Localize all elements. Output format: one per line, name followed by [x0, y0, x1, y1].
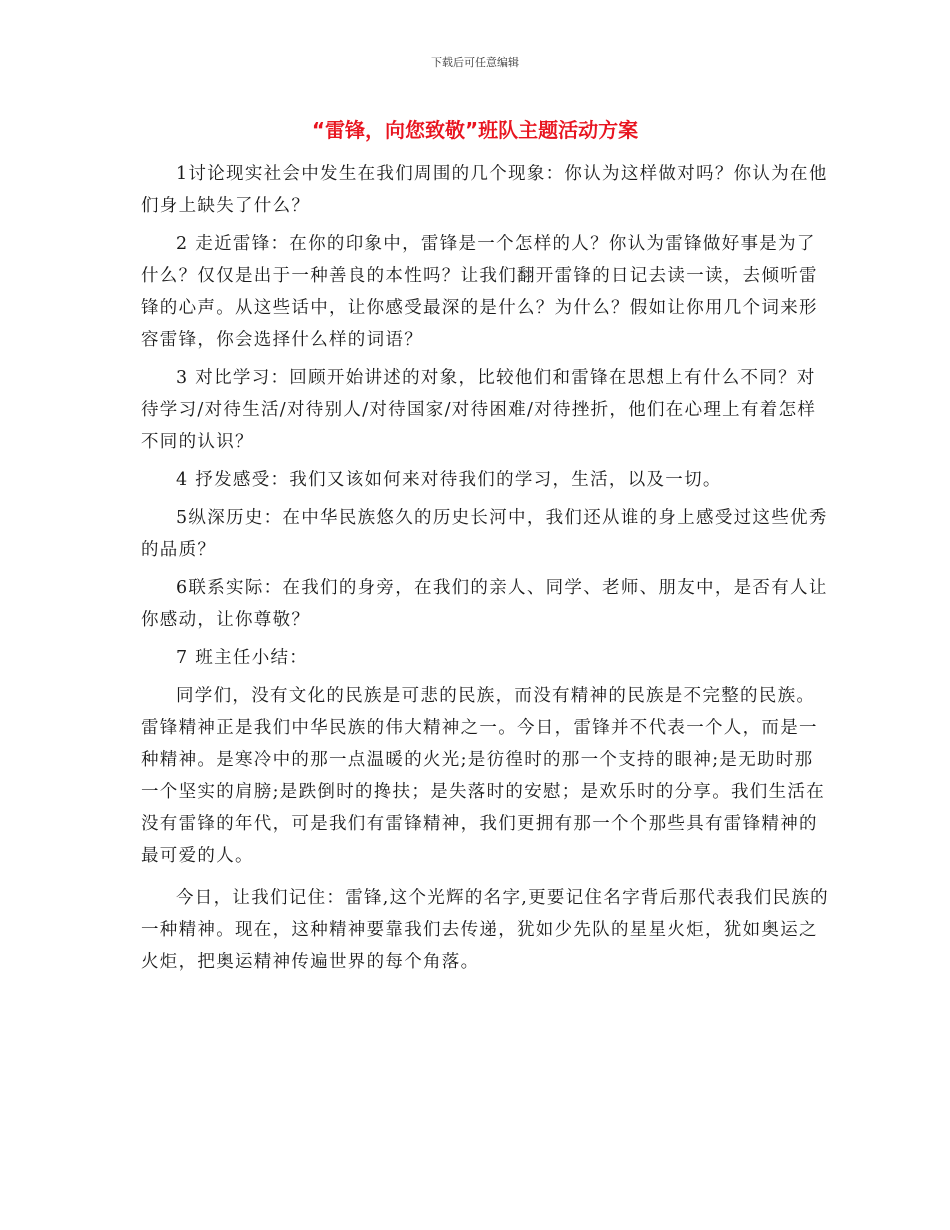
paragraph-4: 4 抒发感受：我们又该如何来对待我们的学习，生活，以及一切。: [176, 470, 722, 490]
paragraph-6: 6联系实际：在我们的身旁，在我们的亲人、同学、老师、朋友中，是否有人让你感动，让你尊敬？: [141, 578, 828, 630]
paragraph-closing: 今日，让我们记住：雷锋,这个光辉的名字,更要记住名字背后那代表我们民族的一种精神。现在，这种精神要靠我们去传递，犹如少先队的星星火炬，犹如奥运之火炬，把奥运精神传遍世界的每个角落。: [141, 888, 829, 972]
paragraph-7: 7 班主任小结：: [176, 648, 309, 668]
paragraph-3: 3 对比学习：回顾开始讲述的对象，比较他们和雷锋在思想上有什么不同？对待学习/对待生活/对待别人/对待国家/对待困难/对待挫折，他们在心理上有着怎样不同的认识？: [141, 368, 817, 452]
paragraph-5: 5纵深历史：在中华民族悠久的历史长河中，我们还从谁的身上感受过这些优秀的品质？: [141, 508, 828, 560]
paragraph-1: 1讨论现实社会中发生在我们周围的几个现象：你认为这样做对吗？你认为在他们身上缺失了什么？: [141, 164, 828, 216]
document-body: [141, 158, 831, 984]
document-title: “雷锋，向您致敬”班队主题活动方案: [311, 118, 639, 142]
paragraph-summary: 同学们，没有文化的民族是可悲的民族，而没有精神的民族是不完整的民族。雷锋精神正是我们中华民族的伟大精神之一。今日，雷锋并不代表一个人，而是一种精神。是寒冷中的那一点温暖的火光;是彷徨时的那一个支持的眼神;是无助时那一个坚实的肩膀;是跌倒时的搀扶；是失落时的安慰；是欢乐时的分享。我们生活在没有雷锋的年代，可是我们有雷锋精神，我们更拥有那一个个那些具有雷锋精神的最可爱的人。: [141, 686, 825, 866]
paragraph-2: 2 走近雷锋：在你的印象中，雷锋是一个怎样的人？你认为雷锋做好事是为了什么？仅仅是出于一种善良的本性吗？让我们翻开雷锋的日记去读一读，去倾听雷锋的心声。从这些话中，让你感受最深的是什么？为什么？假如让你用几个词来形容雷锋，你会选择什么样的词语？: [141, 234, 818, 350]
header-note: 下载后可任意编辑: [431, 56, 519, 69]
